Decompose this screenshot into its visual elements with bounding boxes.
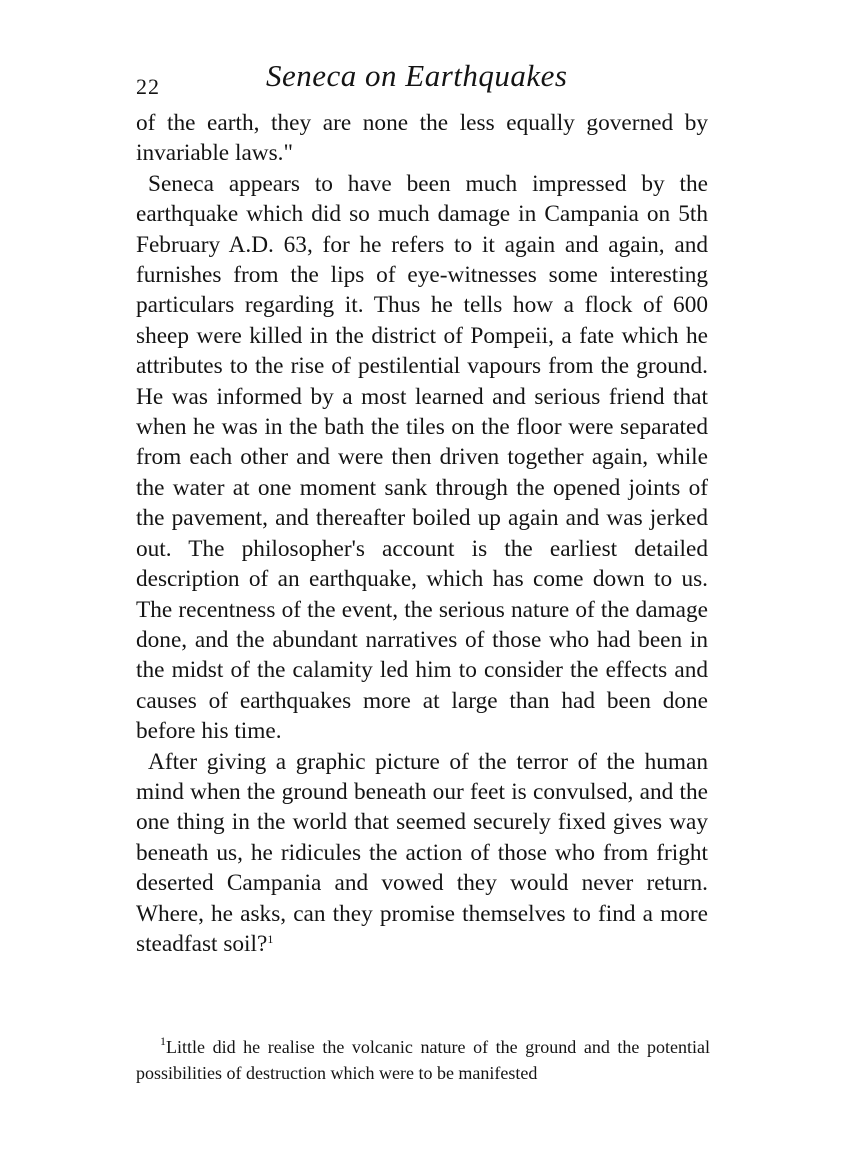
footnote: [136, 1034, 710, 1086]
paragraph-text: After giving a graphic picture of the terror of the human mind when the ground beneath our feet is convulsed, and the one thing in the world that seemed securely fixed gives way beneath us, he ridicules the action of those who from fright deserted Campania and vowed they would never return. Where, he asks, can they promise themselves to find a more steadfast soil?: [136, 748, 708, 957]
footnote-text: Little did he realise the volcanic nature of the ground and the potential possibilities of destruction which were to be manifested: [136, 1037, 710, 1083]
footnote-text-block: [136, 1034, 710, 1086]
running-title: Seneca on Earthquakes: [266, 58, 568, 93]
paragraph: Seneca appears to have been much impressed by the earthquake which did so much damage in Campania on 5th February A.D. 63, for he refers to it again and again, and furnishes from the lips of eye-witnesses some interesting particulars regarding it. Thus he tells how a flock of 600 sheep were killed in the district of Pompeii, a fate which he attributes to the rise of pestilential vapours from the ground. He was informed by a most learned and serious friend that when he was in the bath the tiles on the floor were separated from each other and were then driven together again, while the water at one moment sank through the opened joints of the pavement, and thereafter boiled up again and was jerked out. The philosopher's account is the earliest detailed description of an earthquake, which has come down to us. The recentness of the event, the serious nature of the damage done, and the abundant narratives of those who had been in the midst of the calamity led him to consider the effects and causes of earthquakes more at large than had been done before his time.: [136, 170, 708, 745]
body-text: [136, 108, 708, 959]
paragraph: of the earth, they are none the less equally governed by invariable laws.": [136, 110, 708, 167]
running-head: [136, 58, 716, 102]
paragraph: [136, 747, 708, 960]
footnote-reference: 1: [267, 931, 274, 946]
page-number: 22: [136, 74, 160, 99]
footnote-marker: 1: [160, 1034, 166, 1048]
